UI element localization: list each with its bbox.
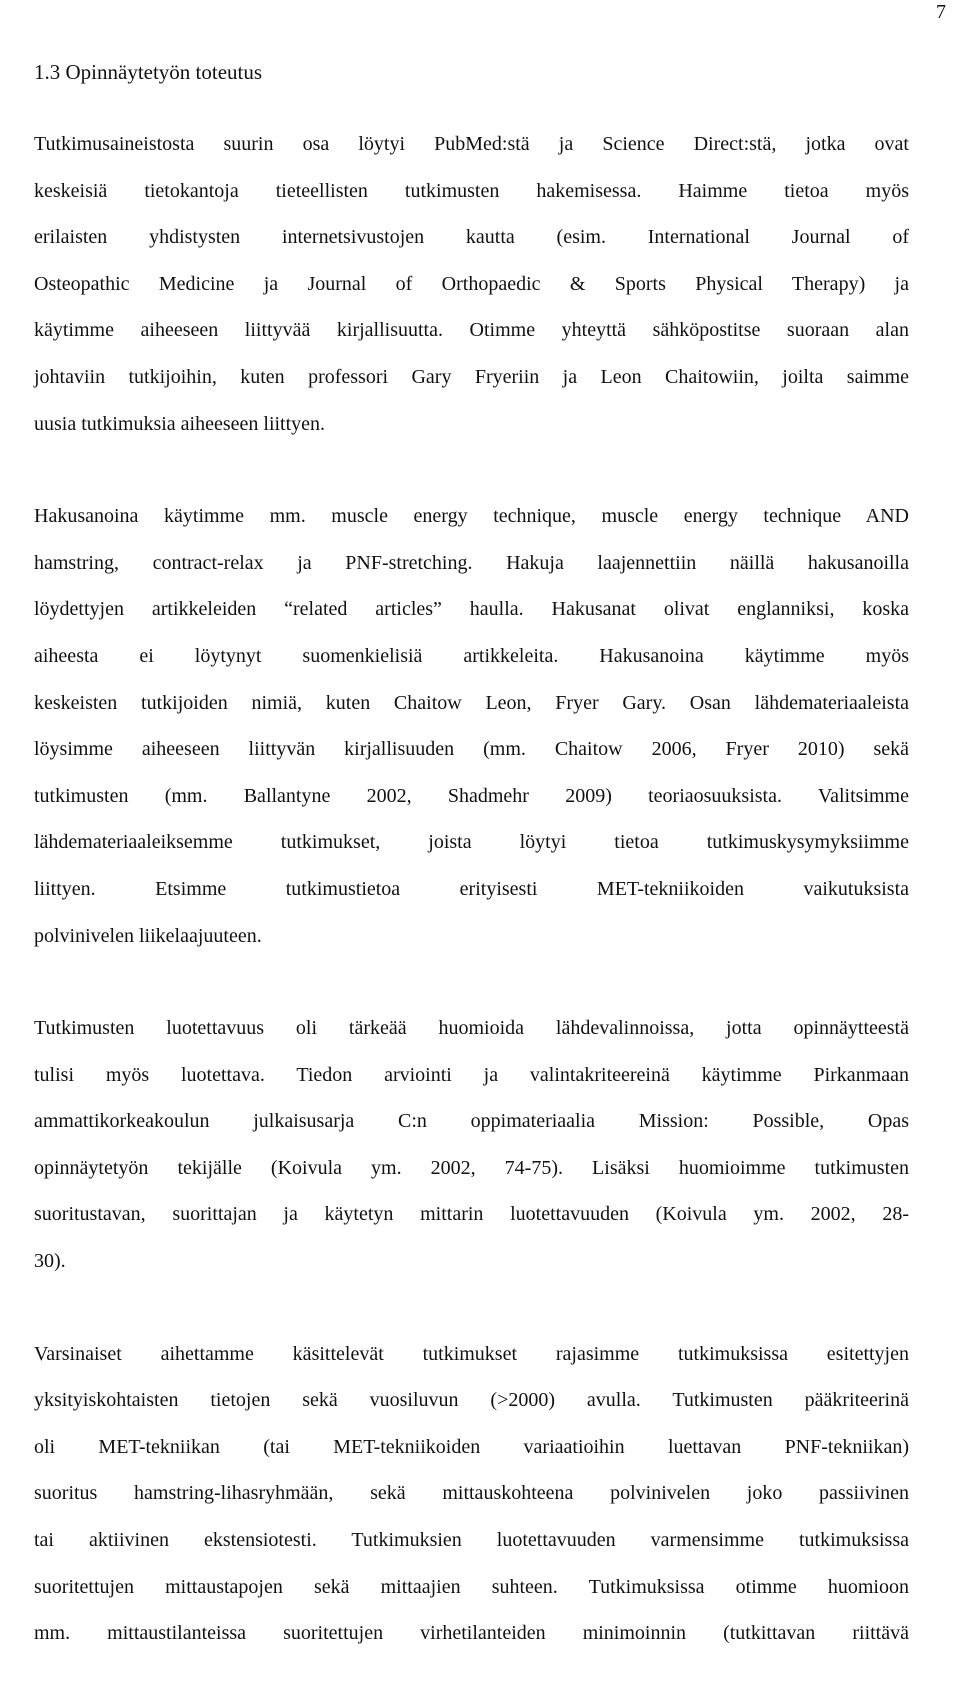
text-line: lähdemateriaaleiksemme tutkimukset, joista löytyi tietoa tutkimuskysymyksiimme bbox=[34, 831, 909, 854]
text-line: Hakusanoina käytimme mm. muscle energy technique, muscle energy technique AND bbox=[34, 505, 909, 528]
text-line: Varsinaiset aihettamme käsittelevät tutkimukset rajasimme tutkimuksissa esitettyjen bbox=[34, 1342, 909, 1365]
text-line: 30). bbox=[34, 1250, 66, 1273]
text-line: tai aktiivinen ekstensiotesti. Tutkimuksien luotettavuuden varmensimme tutkimuksissa bbox=[34, 1529, 909, 1552]
text-line: ammattikorkeakoulun julkaisusarja C:n oppimateriaalia Mission: Possible, Opas bbox=[34, 1110, 909, 1133]
text-line: suoritus hamstring-lihasryhmään, sekä mittauskohteena polvinivelen joko passiivinen bbox=[34, 1482, 909, 1505]
text-line: opinnäytetyön tekijälle (Koivula ym. 2002, 74-75). Lisäksi huomioimme tutkimusten bbox=[34, 1156, 909, 1179]
paragraph-criteria bbox=[34, 1331, 909, 1657]
text-line: Tutkimusten luotettavuus oli tärkeää huomioida lähdevalinnoissa, jotta opinnäytteestä bbox=[34, 1017, 909, 1040]
text-line: erilaisten yhdistysten internetsivustojen kautta (esim. International Journal of bbox=[34, 226, 909, 249]
text-line: löysimme aiheeseen liittyvän kirjallisuuden (mm. Chaitow 2006, Fryer 2010) sekä bbox=[34, 738, 909, 761]
text-line: Tutkimusaineistosta suurin osa löytyi PubMed:stä ja Science Direct:stä, jotka ovat bbox=[34, 133, 909, 155]
text-line: yksityiskohtaisten tietojen sekä vuosiluvun (>2000) avulla. Tutkimusten pääkriteerinä bbox=[34, 1389, 909, 1412]
paragraph-reliability bbox=[34, 1005, 909, 1285]
paragraph-search-terms bbox=[34, 493, 909, 959]
text-line: tulisi myös luotettava. Tiedon arviointi ja valintakriteereinä käytimme Pirkanmaan bbox=[34, 1063, 909, 1086]
text-line: oli MET-tekniikan (tai MET-tekniikoiden variaatioihin luettavan PNF-tekniikan) bbox=[34, 1435, 909, 1458]
page-number: 7 bbox=[936, 1, 946, 23]
text-line: hamstring, contract-relax ja PNF-stretching. Hakuja laajennettiin näillä hakusanoilla bbox=[34, 551, 909, 574]
text-line: keskeisiä tietokantoja tieteellisten tutkimusten hakemisessa. Haimme tietoa myös bbox=[34, 179, 909, 202]
text-line: löydettyjen artikkeleiden “related articles” haulla. Hakusanat olivat englanniksi, koska bbox=[34, 598, 909, 621]
section-heading: 1.3 Opinnäytetyön toteutus bbox=[34, 60, 263, 84]
text-line: suoritustavan, suorittajan ja käytetyn mittarin luotettavuuden (Koivula ym. 2002, 28- bbox=[34, 1203, 909, 1226]
text-line: polvinivelen liikelaajuuteen. bbox=[34, 924, 262, 947]
text-line: uusia tutkimuksia aiheeseen liittyen. bbox=[34, 412, 326, 435]
text-line: suoritettujen mittaustapojen sekä mittaajien suhteen. Tutkimuksissa otimme huomioon bbox=[34, 1575, 909, 1598]
text-line: Osteopathic Medicine ja Journal of Orthopaedic & Sports Physical Therapy) ja bbox=[34, 272, 909, 295]
text-line: aiheesta ei löytynyt suomenkielisiä artikkeleita. Hakusanoina käytimme myös bbox=[34, 644, 909, 667]
text-line: mm. mittaustilanteissa suoritettujen virhetilanteiden minimoinnin (tutkittavan riittävä bbox=[34, 1622, 909, 1645]
text-line: keskeisten tutkijoiden nimiä, kuten Chaitow Leon, Fryer Gary. Osan lähdemateriaaleista bbox=[34, 691, 909, 714]
text-line: liittyen. Etsimme tutkimustietoa erityisesti MET-tekniikoiden vaikutuksista bbox=[34, 877, 909, 900]
paragraph-sources bbox=[34, 121, 909, 447]
body-text bbox=[34, 121, 909, 1703]
text-line: tutkimusten (mm. Ballantyne 2002, Shadmehr 2009) teoriaosuuksista. Valitsimme bbox=[34, 784, 909, 807]
text-line: johtaviin tutkijoihin, kuten professori Gary Fryeriin ja Leon Chaitowiin, joilta saimme bbox=[34, 365, 909, 388]
text-line: käytimme aiheeseen liittyvää kirjallisuutta. Otimme yhteyttä sähköpostitse suoraan alan bbox=[34, 319, 909, 342]
